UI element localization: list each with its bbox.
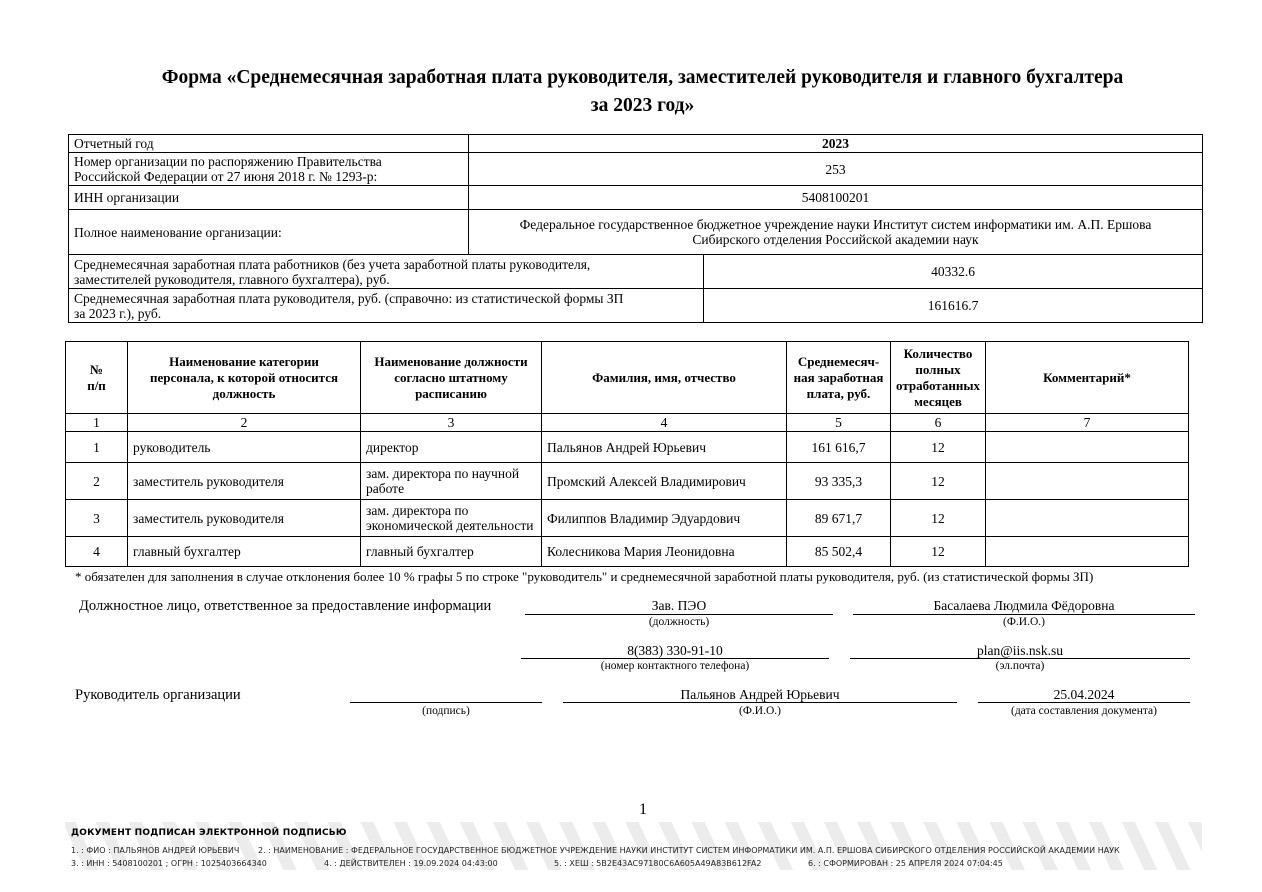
responsible-position-value: Зав. ПЭО xyxy=(651,598,707,613)
header-num-line-1: № xyxy=(89,361,104,377)
table-header-row xyxy=(66,342,1189,414)
column-numbers-row xyxy=(66,414,1189,432)
header-salary-line-2: ная заработная xyxy=(793,369,884,385)
row-salary: 85 502,4 xyxy=(787,537,891,567)
responsible-fio-value: Басалаева Людмила Фёдоровна xyxy=(933,598,1115,613)
col-number: 4 xyxy=(542,414,787,432)
esign-field-5: 5. : ХЕШ : 5B2E43AC97180C6A605A49A83B612FA2 xyxy=(554,859,762,868)
header-position-line-1: Наименование должности xyxy=(374,353,528,369)
header-fio: Фамилия, имя, отчество xyxy=(542,342,787,414)
row-position xyxy=(361,500,542,537)
org-number-value: 253 xyxy=(469,153,1203,186)
head-date-caption: (дата составления документа) xyxy=(1010,705,1157,717)
row-fio: Филиппов Владимир Эдуардович xyxy=(542,500,787,537)
row-category: главный бухгалтер xyxy=(128,537,361,567)
esign-field-1: 1. : ФИО : ПАЛЬЯНОВ АНДРЕЙ ЮРЬЕВИЧ xyxy=(71,846,240,855)
avg-head-label-line-2: за 2023 г.), руб. xyxy=(74,305,162,321)
row-position xyxy=(361,463,542,500)
inn-row xyxy=(69,186,1203,210)
row-position-line-1: зам. директора по научной xyxy=(366,466,520,481)
org-name-value xyxy=(469,210,1203,255)
responsible-label: Должностное лицо, ответственное за предоставление информации xyxy=(79,598,492,614)
responsible-email-line xyxy=(850,658,1190,659)
col-number: 6 xyxy=(891,414,986,432)
responsible-phone-value: 8(383) 330-91-10 xyxy=(627,643,723,658)
header-salary-line-1: Среднемесяч- xyxy=(797,353,880,369)
avg-workers-label-line-1: Среднемесячная заработная плата работников (без учета заработной платы руководителя, xyxy=(74,256,591,272)
responsible-position-line xyxy=(525,614,833,615)
row-salary: 93 335,3 xyxy=(787,463,891,500)
avg-head-value: 161616.7 xyxy=(704,289,1203,323)
org-name-value-line-2: Сибирского отделения Российской академии наук xyxy=(692,232,979,247)
col-number: 5 xyxy=(787,414,891,432)
avg-workers-value: 40332.6 xyxy=(704,255,1203,289)
org-info-table xyxy=(68,134,1203,255)
header-comment: Комментарий* xyxy=(986,342,1189,414)
head-date-value: 25.04.2024 xyxy=(1053,687,1115,702)
avg-workers-label xyxy=(69,255,704,289)
responsible-phone-caption: (номер контактного телефона) xyxy=(600,660,750,672)
form-title xyxy=(80,64,1205,120)
row-comment xyxy=(986,500,1189,537)
avg-workers-label-line-2: заместителей руководителя, главного бухгалтера), руб. xyxy=(74,271,390,287)
header-category xyxy=(128,342,361,414)
row-num: 1 xyxy=(66,432,128,463)
esign-field-4: 4. : ДЕЙСТВИТЕЛЕН : 19.09.2024 04:43:00 xyxy=(324,859,498,868)
row-position-line-2: экономической деятельности xyxy=(366,518,534,533)
electronic-signature-stamp xyxy=(65,822,1202,870)
row-position-line-2: работе xyxy=(366,481,405,496)
header-position-line-2: согласно штатному xyxy=(394,369,508,385)
header-months-line-1: Количество xyxy=(903,345,973,361)
inn-label: ИНН организации xyxy=(69,186,469,210)
col-number: 2 xyxy=(128,414,361,432)
row-salary: 89 671,7 xyxy=(787,500,891,537)
head-signature-caption: (подпись) xyxy=(422,705,470,717)
head-fio-caption: (Ф.И.О.) xyxy=(739,705,781,717)
row-comment xyxy=(986,537,1189,567)
org-number-label-line-2: Российской Федерации от 27 июня 2018 г. № 1293-р: xyxy=(74,169,378,184)
org-name-row xyxy=(69,210,1203,255)
row-position xyxy=(361,432,542,463)
header-position xyxy=(361,342,542,414)
responsible-email-value: plan@iis.nsk.su xyxy=(977,643,1063,658)
header-months-line-4: месяцев xyxy=(914,393,962,409)
form-title-line-1: Форма «Среднемесячная заработная плата руководителя, заместителей руководителя и главного бухгалтера xyxy=(161,67,1124,88)
row-position-line-1: главный бухгалтер xyxy=(366,544,474,559)
org-number-label-line-1: Номер организации по распоряжению Правительства xyxy=(74,154,382,169)
page-number: 1 xyxy=(639,801,647,818)
responsible-fio-line xyxy=(853,614,1195,615)
row-num: 3 xyxy=(66,500,128,537)
head-fio-line xyxy=(563,702,957,703)
col-number: 1 xyxy=(66,414,128,432)
header-months-line-2: полных xyxy=(915,361,961,377)
salary-table xyxy=(65,341,1189,567)
table-row xyxy=(66,463,1189,500)
row-category: заместитель руководителя xyxy=(128,463,361,500)
responsible-phone-line xyxy=(521,658,829,659)
row-fio: Колесникова Мария Леонидовна xyxy=(542,537,787,567)
esign-field-3: 3. : ИНН : 5408100201 ; ОГРН : 1025403664340 xyxy=(71,859,267,868)
row-position-line-1: директор xyxy=(366,439,419,455)
avg-head-label-line-1: Среднемесячная заработная плата руководителя, руб. (справочно: из статистической формы ЗП xyxy=(74,290,624,306)
table-row xyxy=(66,500,1189,537)
row-position-line-1: зам. директора по xyxy=(366,503,469,518)
row-months: 12 xyxy=(891,537,986,567)
head-date-line xyxy=(978,702,1190,703)
report-year-row xyxy=(69,135,1203,153)
header-salary-line-3: плата, руб. xyxy=(806,385,871,401)
header-category-line-3: должность xyxy=(212,385,276,401)
col-number: 3 xyxy=(361,414,542,432)
header-salary xyxy=(787,342,891,414)
table-row xyxy=(66,432,1189,463)
avg-head-label xyxy=(69,289,704,323)
header-category-line-2: персонала, к которой относится xyxy=(149,369,339,385)
responsible-email-caption: (эл.почта) xyxy=(995,660,1045,672)
row-num: 2 xyxy=(66,463,128,500)
header-num-line-2: п/п xyxy=(87,377,106,393)
row-position xyxy=(361,537,542,567)
header-months xyxy=(891,342,986,414)
row-fio: Пальянов Андрей Юрьевич xyxy=(542,432,787,463)
row-category: заместитель руководителя xyxy=(128,500,361,537)
org-name-value-line-1: Федеральное государственное бюджетное учреждение науки Институт систем информатики им. А.П. Ершова xyxy=(519,217,1152,232)
row-fio: Промский Алексей Владимирович xyxy=(542,463,787,500)
header-num xyxy=(66,342,128,414)
row-months: 12 xyxy=(891,432,986,463)
org-number-label xyxy=(69,153,469,186)
row-salary: 161 616,7 xyxy=(787,432,891,463)
head-label: Руководитель организации xyxy=(75,687,241,703)
row-num: 4 xyxy=(66,537,128,567)
row-comment xyxy=(986,432,1189,463)
footnote: * обязателен для заполнения в случае отклонения более 10 % графы 5 по строке "руководитель" и среднемесячной заработной платы руководителя, руб. (из статистической формы ЗП) xyxy=(75,569,1094,584)
org-number-row xyxy=(69,153,1203,186)
responsible-fio-caption: (Ф.И.О.) xyxy=(1003,616,1045,628)
salary-reference-table xyxy=(68,254,1203,323)
report-year-value: 2023 xyxy=(469,135,1203,153)
esign-field-6: 6. : СФОРМИРОВАН : 25 АПРЕЛЯ 2024 07:04:45 xyxy=(808,859,1003,868)
header-months-line-3: отработанных xyxy=(896,377,980,393)
esign-field-2: 2. : НАИМЕНОВАНИЕ : ФЕДЕРАЛЬНОЕ ГОСУДАРСТВЕННОЕ БЮДЖЕТНОЕ УЧРЕЖДЕНИЕ НАУКИ ИНСТИТУТ СИСТЕМ ИНФОРМАТИКИ ИМ. А.П. ЕРШОВА СИБИРСКОГО ОТДЕЛЕНИЯ РОССИЙСКОЙ АКАДЕМИИ НАУК xyxy=(258,846,1120,855)
responsible-position-caption: (должность) xyxy=(648,616,710,628)
head-fio-value: Пальянов Андрей Юрьевич xyxy=(680,687,840,702)
header-position-line-3: расписанию xyxy=(415,385,487,401)
esign-title: ДОКУМЕНТ ПОДПИСАН ЭЛЕКТРОННОЙ ПОДПИСЬЮ xyxy=(71,828,347,838)
row-category: руководитель xyxy=(128,432,361,463)
report-year-label: Отчетный год xyxy=(69,135,469,153)
row-comment xyxy=(986,463,1189,500)
header-category-line-1: Наименование категории xyxy=(169,353,319,369)
form-title-line-2: за 2023 год» xyxy=(590,95,695,116)
col-number: 7 xyxy=(986,414,1189,432)
table-row xyxy=(66,537,1189,567)
row-months: 12 xyxy=(891,463,986,500)
head-signature-line xyxy=(350,702,542,703)
avg-workers-row xyxy=(69,255,1203,289)
avg-head-row xyxy=(69,289,1203,323)
inn-value: 5408100201 xyxy=(469,186,1203,210)
row-months: 12 xyxy=(891,500,986,537)
org-name-label: Полное наименование организации: xyxy=(69,210,469,255)
